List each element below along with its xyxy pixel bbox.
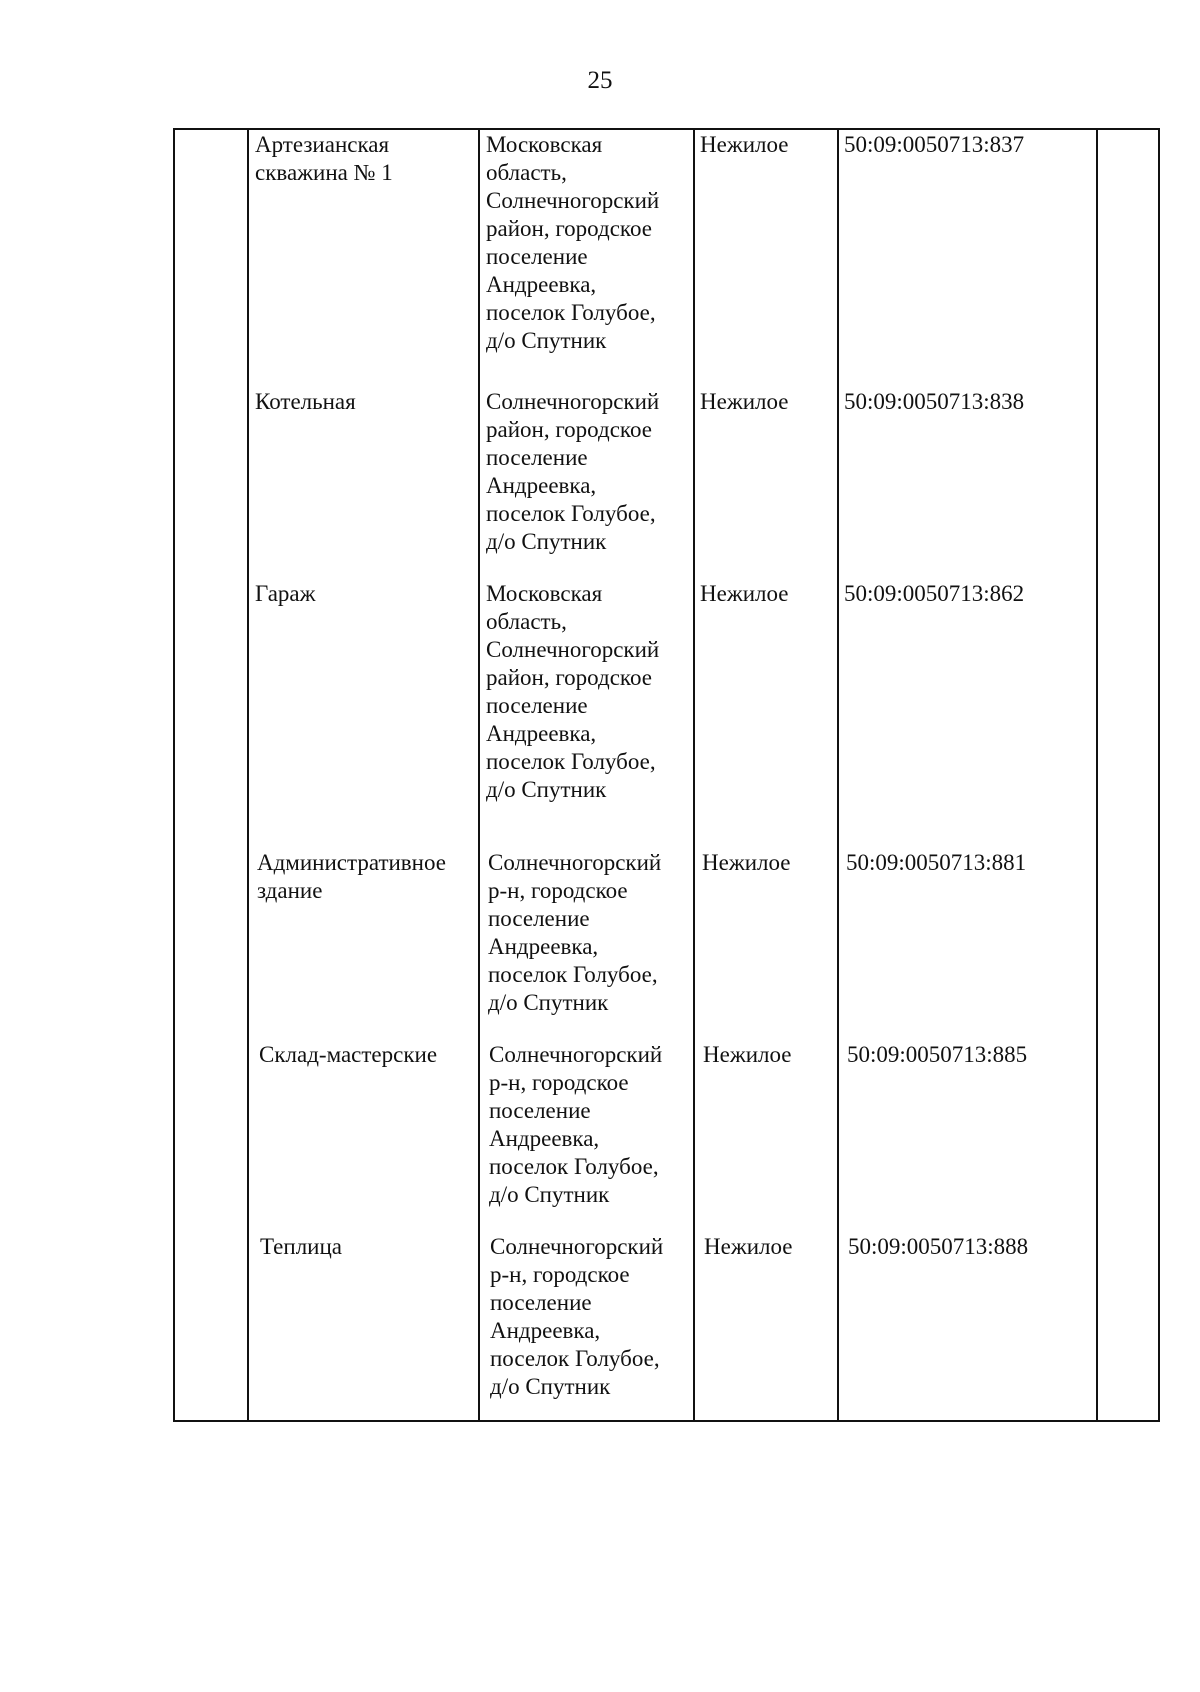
object-address: Московская область, Солнечногорский район, городское поселение Андреевка, поселок Голубое, д/о Спутник	[486, 132, 660, 353]
object-type: Нежилое	[700, 581, 789, 606]
object-type: Нежилое	[700, 389, 789, 414]
object-address: Солнечногорский район, городское поселение Андреевка, поселок Голубое, д/о Спутник	[486, 389, 660, 554]
column-divider	[837, 130, 839, 1420]
object-address: Солнечногорский р-н, городское поселение Андреевка, поселок Голубое, д/о Спутник	[489, 1042, 663, 1207]
object-name: Склад-мастерские	[259, 1042, 438, 1067]
cadastral-number: 50:09:0050713:888	[848, 1234, 1029, 1259]
object-type: Нежилое	[700, 132, 789, 157]
cadastral-number: 50:09:0050713:881	[846, 850, 1027, 875]
cadastral-number: 50:09:0050713:862	[844, 581, 1025, 606]
object-name: Гараж	[255, 581, 316, 606]
cadastral-number: 50:09:0050713:885	[847, 1042, 1028, 1067]
page-number: 25	[587, 67, 613, 94]
object-name: Артезианская скважина № 1	[255, 132, 393, 185]
object-name: Теплица	[260, 1234, 342, 1259]
object-type: Нежилое	[704, 1234, 793, 1259]
cadastral-number: 50:09:0050713:837	[844, 132, 1025, 157]
column-divider	[247, 130, 249, 1420]
column-divider	[1096, 130, 1098, 1420]
column-divider	[693, 130, 695, 1420]
object-address: Солнечногорский р-н, городское поселение Андреевка, поселок Голубое, д/о Спутник	[490, 1234, 664, 1399]
column-divider	[478, 130, 480, 1420]
cadastral-number: 50:09:0050713:838	[844, 389, 1025, 414]
object-address: Московская область, Солнечногорский район, городское поселение Андреевка, поселок Голубое, д/о Спутник	[486, 581, 660, 802]
object-name: Административное здание	[257, 850, 446, 903]
object-type: Нежилое	[702, 850, 791, 875]
property-table	[173, 128, 1160, 1422]
object-type: Нежилое	[703, 1042, 792, 1067]
object-address: Солнечногорский р-н, городское поселение Андреевка, поселок Голубое, д/о Спутник	[488, 850, 662, 1015]
object-name: Котельная	[255, 389, 356, 414]
